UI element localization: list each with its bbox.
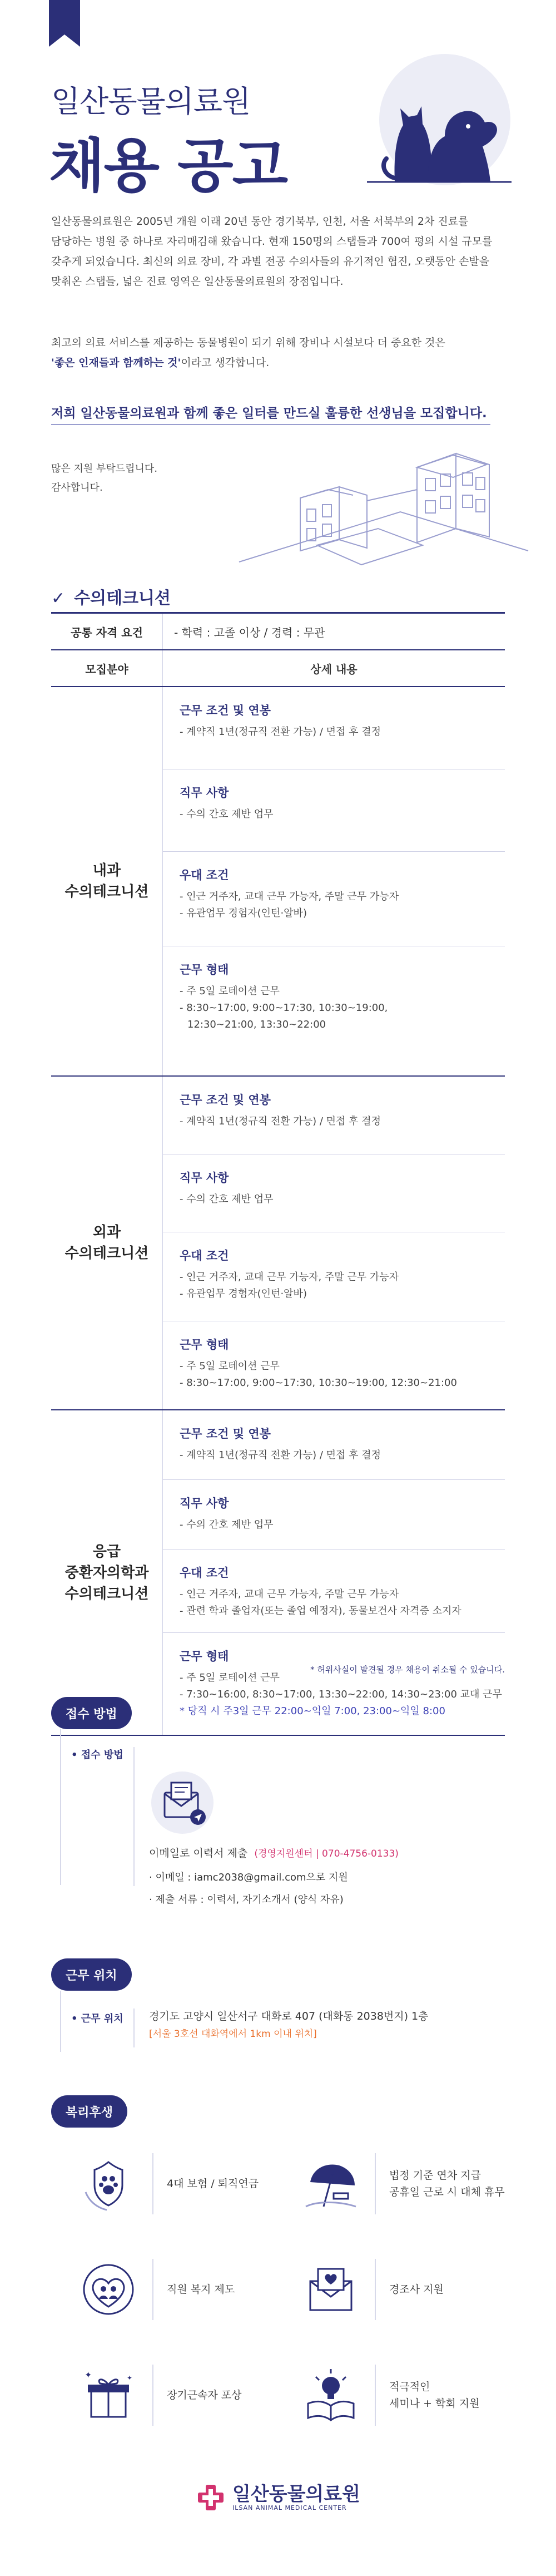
closing-line: 감사합니다.: [51, 482, 103, 494]
block-emphasis: * 당직 시 주3일 근무 22:00~익일 7:00, 23:00~익일 8:00: [180, 1705, 445, 1717]
gift-icon: [78, 2365, 139, 2426]
benefit-text: [389, 2281, 444, 2298]
intro-line: 일산동물의료원은 2005년 개원 이래 20년 동안 경기북부, 인천, 서울 서북부의 2차 진료를: [51, 215, 469, 228]
intro-rest: 이라고 생각합니다.: [181, 357, 270, 369]
block-line: - 8:30~17:00, 9:00~17:30, 10:30~19:00,: [180, 1002, 388, 1014]
detail-block: [163, 687, 505, 769]
benefit-sep: [152, 2153, 153, 2214]
detail-block: [163, 1633, 505, 1735]
dept-emergency: [51, 1410, 505, 1736]
benefit-item: [300, 2153, 505, 2214]
highlight-underline: [51, 424, 490, 425]
benefit-line: 장기근속자 포상: [167, 2389, 242, 2401]
benefit-line: 공휴일 근로 시 대체 휴무: [389, 2186, 505, 2198]
intro-line: 최고의 의료 서비스를 제공하는 동물병원이 되기 위해 장비나 시설보다 더 중요한 것은: [51, 337, 445, 349]
detail-block: [163, 769, 505, 852]
footer-logo: [0, 2483, 556, 2513]
closing-line: 많은 지원 부탁드립니다.: [51, 463, 158, 475]
location-divider: [133, 2009, 135, 2047]
dept-name-line: 중환자의학과: [64, 1564, 149, 1581]
apply-label: • 접수 방법: [71, 1747, 123, 1761]
hero-subtitle: 일산동물의료원: [51, 84, 251, 119]
bookmark-ribbon: [49, 0, 80, 34]
block-title: 직무 사항: [180, 786, 229, 800]
benefit-text: [389, 2378, 480, 2412]
block-line: - 계약직 1년(정규직 전환 가능) / 면접 후 결정: [180, 726, 381, 738]
dept-name: [51, 1077, 162, 1409]
book-lightbulb-icon: [300, 2365, 361, 2426]
building-illustration: [234, 440, 534, 584]
location-subway: [서울 3호선 대화역에서 1km 이내 위치]: [149, 2029, 317, 2040]
block-line: - 수의 간호 제반 업무: [180, 808, 274, 820]
heart-people-icon: [78, 2259, 139, 2320]
block-title: 우대 조건: [180, 868, 229, 882]
block-title: 근무 형태: [180, 963, 229, 976]
block-line: - 인근 거주자, 교대 근무 가능자, 주말 근무 가능자: [180, 1271, 399, 1283]
benefit-line: 경조사 지원: [389, 2283, 444, 2296]
intro-paragraph-1: [51, 211, 507, 292]
footer-brand: [232, 2484, 360, 2511]
recruit-highlight: 저희 일산동물의료원과 함께 좋은 일터를 만드실 훌륭한 선생님을 모집합니다.: [51, 406, 487, 421]
qual-label: 공통 자격 요건: [71, 625, 143, 639]
detail-block: [163, 1232, 505, 1321]
benefit-item: [300, 2365, 480, 2426]
benefit-item: [78, 2153, 259, 2214]
block-line: - 주 5일 로테이션 근무: [180, 1360, 280, 1372]
dept-surgery: [51, 1077, 505, 1410]
location-label: • 근무 위치: [71, 2011, 123, 2025]
block-title: 근무 조건 및 연봉: [180, 704, 271, 717]
detail-block: [163, 1154, 505, 1232]
dept-name-line: 외과: [92, 1224, 121, 1241]
benefit-text: [389, 2167, 505, 2200]
apply-method: [149, 1845, 399, 1860]
section-title-text: 수의테크니션: [74, 589, 171, 608]
benefit-line: 4대 보험 / 퇴직연금: [167, 2178, 259, 2190]
block-line: - 8:30~17:00, 9:00~17:30, 10:30~19:00, 12:30~21:00: [180, 1377, 457, 1389]
dept-name: [51, 687, 162, 1075]
benefit-item: [78, 2259, 235, 2320]
intro-line: 갖추게 되었습니다. 최신의 의료 장비, 각 과별 전공 수의사들의 유기적인 협진, 오랫동안 손발을: [51, 255, 490, 268]
detail-block: [163, 1480, 505, 1549]
apply-method-text: 이메일로 이력서 제출: [149, 1847, 248, 1859]
intro-paragraph-2: [51, 333, 507, 373]
apply-email: · 이메일 : iamc2038@gmail.com으로 지원: [149, 1872, 348, 1883]
apply-divider: [133, 1747, 135, 1886]
block-title: 우대 조건: [180, 1566, 229, 1580]
intro-line: 담당하는 병원 중 하나로 자리매김해 왔습니다. 현재 150명의 스탭들과 700여 평의 시설 규모를: [51, 235, 493, 248]
benefit-text: [167, 2387, 242, 2404]
block-line: - 계약직 1년(정규직 전환 가능) / 면접 후 결정: [180, 1449, 381, 1461]
block-title: 우대 조건: [180, 1249, 229, 1262]
block-line: - 유관업무 경험자(인턴·알바): [180, 1288, 307, 1300]
benefit-sep: [375, 2259, 376, 2320]
benefit-text: [167, 2175, 259, 2192]
apply-docs: · 제출 서류 : 이력서, 자기소개서 (양식 자유): [149, 1894, 344, 1906]
footer-name: 일산동물의료원: [232, 2483, 360, 2505]
hero-title: 채용 공고: [49, 132, 287, 200]
block-line: - 인근 거주자, 교대 근무 가능자, 주말 근무 가능자: [180, 891, 399, 902]
block-title: 근무 조건 및 연봉: [180, 1093, 271, 1107]
envelope-icon: [300, 2259, 361, 2320]
block-line: - 관련 학과 졸업자(또는 졸업 예정자), 동물보건사 자격증 소지자: [180, 1605, 461, 1617]
detail-block: [163, 1077, 505, 1154]
intro-bold-phrase: '좋은 인재들과 함께하는 것': [51, 357, 181, 369]
header-detail: 상세 내용: [162, 650, 505, 686]
detail-block: [163, 852, 505, 946]
recruit-table: [51, 614, 505, 1736]
location-address: 경기도 고양시 일산서구 대화로 407 (대화동 2038번지) 1층: [149, 2010, 429, 2022]
apply-vline: [60, 1729, 61, 1885]
table-row-qualification: [51, 614, 505, 650]
check-icon: ✓: [51, 589, 66, 608]
dept-details: [162, 1077, 505, 1409]
block-title: 근무 형태: [180, 1650, 229, 1663]
block-title: 근무 형태: [180, 1338, 229, 1351]
table-header: [51, 650, 505, 687]
mail-icon: [149, 1769, 216, 1836]
block-title: 직무 사항: [180, 1497, 229, 1510]
benefit-item: [300, 2259, 444, 2320]
benefit-text: [167, 2281, 235, 2298]
benefit-line: 법정 기준 연차 지급: [389, 2169, 481, 2182]
intro-line: [51, 353, 507, 373]
apply-contact: (경영지원센터 | 070-4756-0133): [254, 1848, 399, 1859]
dept-name-line: 수의테크니션: [64, 1585, 149, 1602]
block-line: - 인근 거주자, 교대 근무 가능자, 주말 근무 가능자: [180, 1588, 399, 1600]
location-pill: 근무 위치: [51, 1958, 132, 1991]
benefit-item: [78, 2365, 242, 2426]
dept-name-line: 수의테크니션: [64, 1245, 149, 1262]
block-line: - 주 5일 로테이션 근무: [180, 1672, 280, 1684]
dept-internal-medicine: [51, 687, 505, 1077]
dept-name-line: 수의테크니션: [64, 884, 149, 900]
dept-name-line: 내과: [92, 862, 121, 879]
block-line: - 유관업무 경험자(인턴·알바): [180, 907, 307, 919]
beach-umbrella-icon: [300, 2153, 361, 2214]
block-line: 12:30~21:00, 13:30~22:00: [187, 1019, 326, 1030]
section-title: [51, 584, 171, 609]
header-field: 모집분야: [85, 662, 128, 676]
detail-block: [163, 946, 505, 1075]
hospital-cross-icon: [196, 2483, 226, 2513]
closing-text: [51, 460, 157, 497]
location-text: [149, 2007, 429, 2043]
detail-block: [163, 1549, 505, 1633]
block-title: 근무 조건 및 연봉: [180, 1427, 271, 1440]
block-line: - 수의 간호 제반 업무: [180, 1519, 274, 1531]
intro-line: 맞춰온 스탭들, 넓은 진료 영역은 일산동물의료원의 장점입니다.: [51, 275, 344, 288]
dept-name-line: 응급: [92, 1543, 121, 1560]
apply-pill: 접수 방법: [51, 1697, 132, 1729]
qual-value: - 학력 : 고졸 이상 / 경력 : 무관: [162, 614, 505, 649]
benefit-sep: [152, 2365, 153, 2426]
disclaimer-note: * 허위사실이 발견될 경우 채용이 취소될 수 있습니다.: [310, 1665, 505, 1675]
location-vline: [60, 1991, 61, 2052]
benefit-sep: [152, 2259, 153, 2320]
svg-text:✦: ✦: [85, 2370, 92, 2380]
dept-name: [51, 1410, 162, 1735]
footer-en: ILSAN ANIMAL MEDICAL CENTER: [232, 2504, 347, 2511]
block-line: - 주 5일 로테이션 근무: [180, 985, 280, 997]
svg-text:✦: ✦: [127, 2374, 133, 2382]
paw-shield-icon: [78, 2153, 139, 2214]
benefit-line: 세미나 + 학회 지원: [389, 2397, 480, 2410]
dept-details: [162, 687, 505, 1075]
block-line: - 계약직 1년(정규직 전환 가능) / 면접 후 결정: [180, 1116, 381, 1127]
cat-dog-illustration: [361, 53, 517, 192]
benefit-line: 직원 복지 제도: [167, 2283, 235, 2296]
dept-details: [162, 1410, 505, 1735]
benefits-pill: 복리후생: [51, 2095, 127, 2128]
block-title: 직무 사항: [180, 1171, 229, 1185]
detail-block: [163, 1410, 505, 1480]
block-line: - 수의 간호 제반 업무: [180, 1193, 274, 1205]
benefit-sep: [375, 2365, 376, 2426]
benefit-sep: [375, 2153, 376, 2214]
benefit-line: 적극적인: [389, 2381, 430, 2393]
detail-block: [163, 1321, 505, 1409]
block-line: - 7:30~16:00, 8:30~17:00, 13:30~22:00, 14:30~23:00 교대 근무: [180, 1689, 502, 1700]
